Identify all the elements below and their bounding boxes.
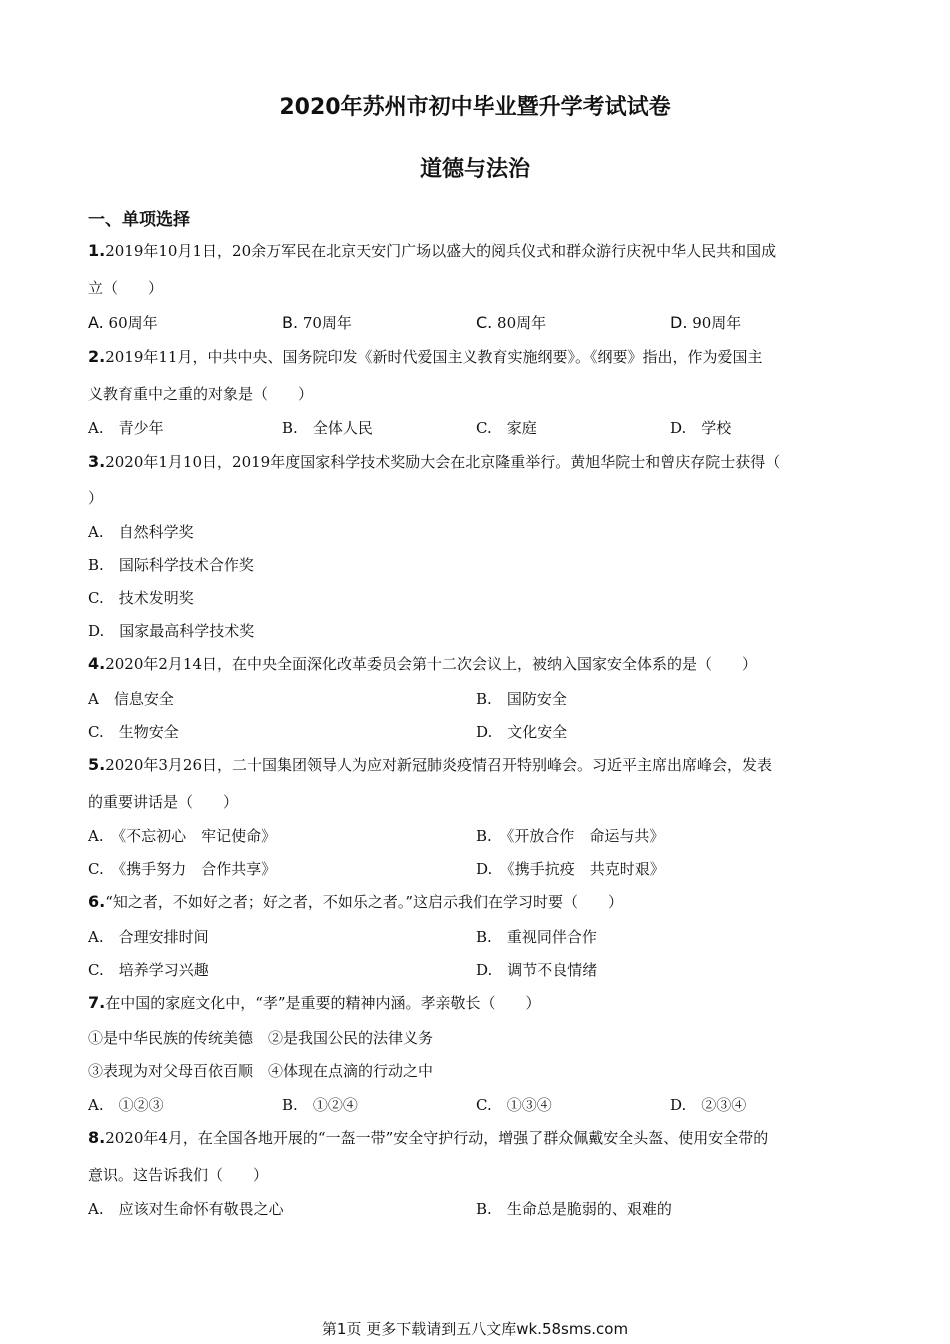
option-b: B. 国防安全: [476, 690, 567, 708]
option-b: B. 生命总是脆弱的、艰难的: [476, 1200, 672, 1218]
option-d: D. ②③④: [670, 1096, 747, 1114]
option-a: A. 60周年: [88, 313, 158, 332]
question-5: [88, 754, 772, 775]
question-text-cont: 意识。这告诉我们（ ）: [88, 1166, 269, 1184]
question-number: 5.: [88, 755, 106, 774]
question-text: 2020年4月，在全国各地开展的“一盔一带”安全守护行动，增强了群众佩戴安全头盔、使用安全带的: [105, 1129, 769, 1147]
option-a: A. 应该对生命怀有敬畏之心: [88, 1200, 284, 1218]
question-number: 1.: [88, 241, 106, 260]
option-d: D. 《携手抗疫 共克时艰》: [476, 860, 665, 878]
question-text: 2020年1月10日，2019年度国家科学技术奖励大会在北京隆重举行。黄旭华院士和曾庆存院士获得（: [105, 453, 781, 471]
question-text: 2020年3月26日，二十国集团领导人为应对新冠肺炎疫情召开特别峰会。习近平主席出席峰会，发表: [105, 756, 773, 774]
option-c: C. ①③④: [476, 1096, 552, 1114]
question-4: [88, 653, 757, 674]
question-3: [88, 451, 780, 472]
page-footer: 第1页 更多下载请到五八文库wk.58sms.com: [321, 1320, 629, 1338]
question-1: [88, 240, 776, 261]
question-7: [88, 992, 541, 1013]
statement-line: ③表现为对父母百依百顺 ④体现在点滴的行动之中: [88, 1062, 434, 1080]
option-b: B. 国际科学技术合作奖: [88, 556, 254, 574]
question-text: 2019年10月1日，20余万军民在北京天安门广场以盛大的阅兵仪式和群众游行庆祝中华人民共和国成: [105, 242, 777, 260]
option-b: B. 全体人民: [282, 419, 373, 437]
question-2: [88, 346, 762, 367]
question-text: 2020年2月14日，在中央全面深化改革委员会第十二次会议上，被纳入国家安全体系的是（ ）: [105, 655, 758, 673]
question-number: 4.: [88, 654, 106, 673]
option-c: C. 80周年: [476, 313, 547, 332]
question-text: 在中国的家庭文化中，“孝”是重要的精神内涵。孝亲敬长（ ）: [105, 994, 541, 1012]
option-a: A. 《不忘初心 牢记使命》: [88, 827, 277, 845]
question-text-cont: 的重要讲话是（ ）: [88, 793, 239, 811]
option-a: A. 自然科学奖: [88, 523, 194, 541]
question-number: 3.: [88, 452, 106, 471]
option-c: C. 技术发明奖: [88, 589, 194, 607]
option-d: D. 学校: [670, 419, 732, 437]
option-a: A. ①②③: [88, 1096, 164, 1114]
question-text: 2019年11月，中共中央、国务院印发《新时代爱国主义教育实施纲要》。《纲要》指出，作为爱国主: [105, 348, 763, 366]
option-b: B. 《开放合作 命运与共》: [476, 827, 665, 845]
section-heading: 一、单项选择: [88, 210, 190, 230]
option-d: D. 文化安全: [476, 723, 568, 741]
question-text-cont: 立（ ）: [88, 279, 164, 297]
question-6: [88, 891, 623, 912]
question-text-cont: ）: [88, 489, 104, 507]
question-number: 6.: [88, 892, 106, 911]
question-text-cont: 义教育重中之重的对象是（ ）: [88, 385, 314, 403]
question-text: “知之者，不如好之者；好之者，不如乐之者。”这启示我们在学习时要（ ）: [105, 893, 624, 911]
option-a: A. 合理安排时间: [88, 928, 209, 946]
option-c: C. 《携手努力 合作共享》: [88, 860, 277, 878]
option-c: C. 家庭: [476, 419, 537, 437]
option-a: A 信息安全: [88, 690, 174, 708]
question-number: 8.: [88, 1128, 106, 1147]
subject-title: 道德与法治: [419, 157, 530, 182]
option-d: D. 国家最高科学技术奖: [88, 622, 255, 640]
option-a: A. 青少年: [88, 419, 164, 437]
option-d: D. 90周年: [670, 313, 742, 332]
question-number: 7.: [88, 993, 106, 1012]
option-c: C. 生物安全: [88, 723, 179, 741]
question-number: 2.: [88, 347, 106, 366]
exam-title: 2020年苏州市初中毕业暨升学考试试卷: [279, 95, 671, 120]
option-b: B. 70周年: [282, 313, 352, 332]
option-c: C. 培养学习兴趣: [88, 961, 209, 979]
statement-line: ①是中华民族的传统美德 ②是我国公民的法律义务: [88, 1029, 434, 1047]
option-b: B. ①②④: [282, 1096, 358, 1114]
option-b: B. 重视同伴合作: [476, 928, 597, 946]
option-d: D. 调节不良情绪: [476, 961, 598, 979]
question-8: [88, 1127, 768, 1148]
